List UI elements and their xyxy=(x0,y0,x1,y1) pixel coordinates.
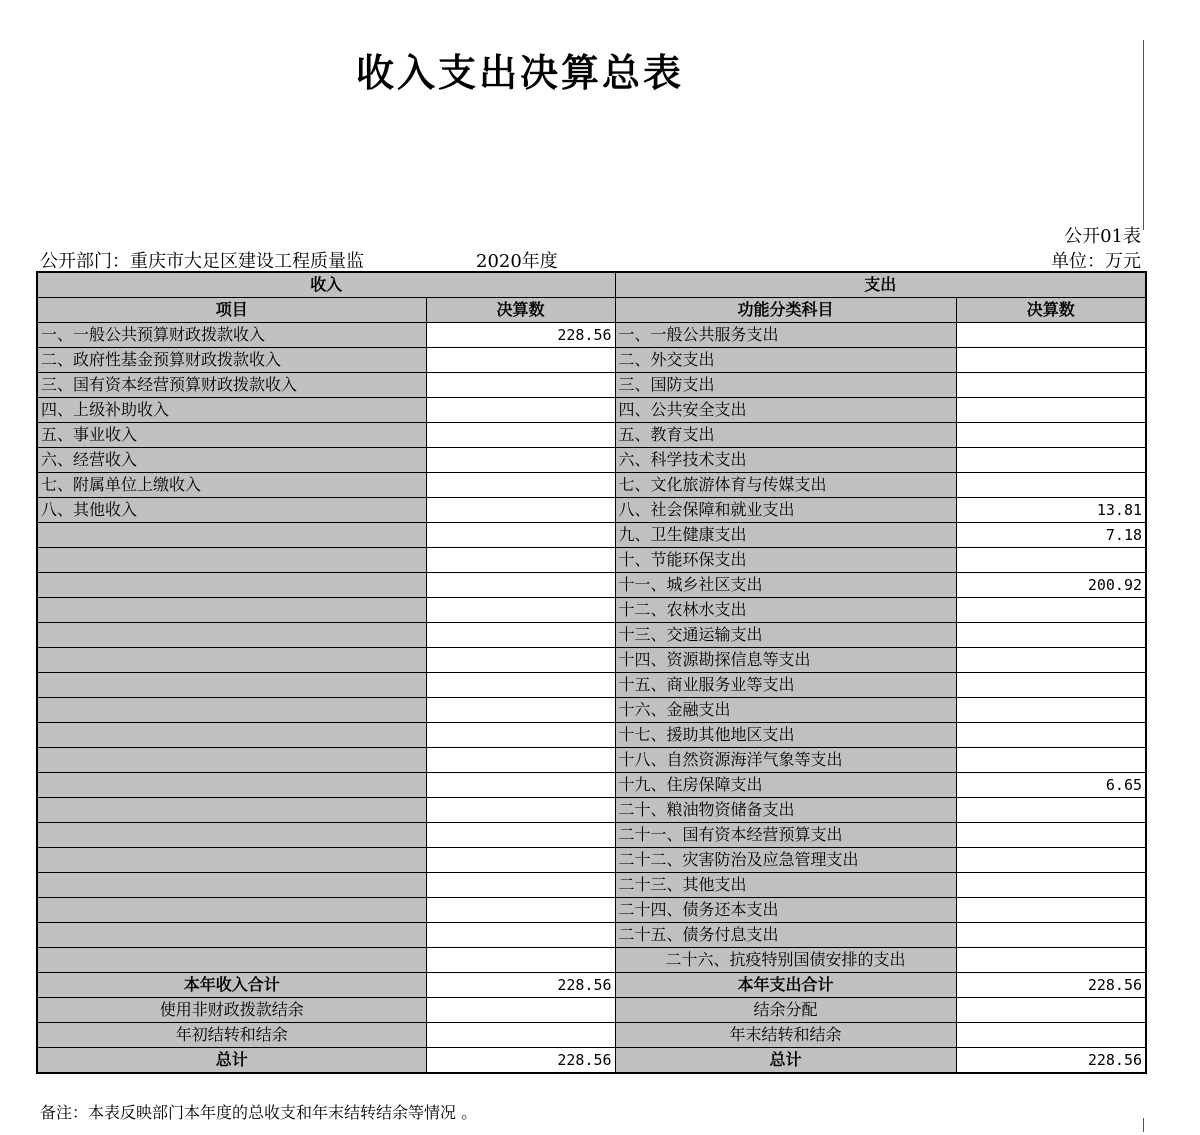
expense-item-cell: 十、节能环保支出 xyxy=(615,548,956,573)
income-item-cell: 六、经营收入 xyxy=(37,448,426,473)
income-value-cell xyxy=(426,823,615,848)
expense-value-cell xyxy=(956,648,1146,673)
income-item-cell xyxy=(37,698,426,723)
income-item-cell xyxy=(37,873,426,898)
department-label: 公开部门：重庆市大足区建设工程质量监 xyxy=(40,251,364,272)
table-row xyxy=(37,348,1146,373)
expense-item-cell: 二十二、灾害防治及应急管理支出 xyxy=(615,848,956,873)
page-border-line xyxy=(1143,40,1144,230)
expense-item-cell: 十二、农林水支出 xyxy=(615,598,956,623)
income-item-cell xyxy=(37,823,426,848)
table-row xyxy=(37,573,1146,598)
expense-summary-label: 总计 xyxy=(615,1048,956,1074)
expense-summary-value: 228.56 xyxy=(956,1048,1146,1074)
table-row xyxy=(37,448,1146,473)
expense-item-cell: 二十六、抗疫特别国债安排的支出 xyxy=(615,948,956,973)
expense-item-cell: 一、一般公共服务支出 xyxy=(615,323,956,348)
income-item-cell xyxy=(37,523,426,548)
table-row xyxy=(37,848,1146,873)
expense-item-cell: 十八、自然资源海洋气象等支出 xyxy=(615,748,956,773)
budget-table xyxy=(36,271,1147,1074)
page-title: 收入支出决算总表 xyxy=(355,51,684,95)
income-summary-label: 总计 xyxy=(37,1048,426,1074)
income-item-cell xyxy=(37,948,426,973)
table-row xyxy=(37,398,1146,423)
table-row xyxy=(37,548,1146,573)
table-row xyxy=(37,523,1146,548)
income-value-cell xyxy=(426,698,615,723)
expense-value-cell xyxy=(956,623,1146,648)
income-item-cell xyxy=(37,573,426,598)
table-row xyxy=(37,948,1146,973)
expense-value-cell xyxy=(956,823,1146,848)
income-value-cell xyxy=(426,348,615,373)
expense-value-cell: 13.81 xyxy=(956,498,1146,523)
income-summary-value xyxy=(426,1023,615,1048)
expense-summary-value: 228.56 xyxy=(956,973,1146,998)
expense-value-cell xyxy=(956,898,1146,923)
expense-item-cell: 二十五、债务付息支出 xyxy=(615,923,956,948)
income-value-cell xyxy=(426,598,615,623)
income-item-cell xyxy=(37,848,426,873)
income-value-cell xyxy=(426,523,615,548)
expense-item-cell: 六、科学技术支出 xyxy=(615,448,956,473)
income-summary-value xyxy=(426,998,615,1023)
expense-item-cell: 二十一、国有资本经营预算支出 xyxy=(615,823,956,848)
expense-item-cell: 五、教育支出 xyxy=(615,423,956,448)
table-row xyxy=(37,923,1146,948)
expense-item-cell: 八、社会保障和就业支出 xyxy=(615,498,956,523)
table-row xyxy=(37,498,1146,523)
table-row xyxy=(37,748,1146,773)
expense-value-cell xyxy=(956,598,1146,623)
income-summary-label: 本年收入合计 xyxy=(37,973,426,998)
expense-item-cell: 十一、城乡社区支出 xyxy=(615,573,956,598)
income-value-cell: 228.56 xyxy=(426,323,615,348)
income-item-cell xyxy=(37,598,426,623)
item-column-header: 项目 xyxy=(37,298,426,323)
income-item-cell xyxy=(37,798,426,823)
income-item-cell: 一、一般公共预算财政拨款收入 xyxy=(37,323,426,348)
income-value-cell xyxy=(426,673,615,698)
expense-item-cell: 十四、资源勘探信息等支出 xyxy=(615,648,956,673)
expense-summary-label: 结余分配 xyxy=(615,998,956,1023)
income-value-cell xyxy=(426,498,615,523)
summary-row xyxy=(37,1023,1146,1048)
expense-summary-label: 年末结转和结余 xyxy=(615,1023,956,1048)
income-summary-label: 使用非财政拨款结余 xyxy=(37,998,426,1023)
page-border-tick xyxy=(1143,1118,1144,1132)
income-value-cell xyxy=(426,448,615,473)
table-row xyxy=(37,698,1146,723)
income-value-cell xyxy=(426,548,615,573)
income-item-cell xyxy=(37,648,426,673)
income-item-cell: 五、事业收入 xyxy=(37,423,426,448)
income-item-cell xyxy=(37,548,426,573)
column-header-row xyxy=(37,298,1146,323)
income-value-cell xyxy=(426,373,615,398)
expense-item-cell: 九、卫生健康支出 xyxy=(615,523,956,548)
expense-value-cell xyxy=(956,673,1146,698)
income-value-cell xyxy=(426,623,615,648)
expense-item-cell: 三、国防支出 xyxy=(615,373,956,398)
expense-value-cell xyxy=(956,748,1146,773)
expense-item-cell: 十三、交通运输支出 xyxy=(615,623,956,648)
summary-row xyxy=(37,973,1146,998)
table-row xyxy=(37,873,1146,898)
table-row xyxy=(37,673,1146,698)
form-number: 公开01表 xyxy=(1064,226,1141,247)
income-value-cell xyxy=(426,573,615,598)
table-row xyxy=(37,423,1146,448)
income-item-cell: 七、附属单位上缴收入 xyxy=(37,473,426,498)
expense-value-cell xyxy=(956,848,1146,873)
expense-item-cell: 十六、金融支出 xyxy=(615,698,956,723)
income-item-cell: 四、上级补助收入 xyxy=(37,398,426,423)
income-item-cell xyxy=(37,623,426,648)
income-summary-value: 228.56 xyxy=(426,973,615,998)
income-value-cell xyxy=(426,748,615,773)
income-item-cell: 三、国有资本经营预算财政拨款收入 xyxy=(37,373,426,398)
income-item-cell xyxy=(37,898,426,923)
income-value-cell xyxy=(426,423,615,448)
expense-item-cell: 二十四、债务还本支出 xyxy=(615,898,956,923)
income-item-cell xyxy=(37,923,426,948)
income-item-cell xyxy=(37,723,426,748)
expense-summary-value xyxy=(956,998,1146,1023)
income-value-cell xyxy=(426,473,615,498)
income-value-cell xyxy=(426,398,615,423)
income-value-cell xyxy=(426,648,615,673)
expense-value-cell xyxy=(956,348,1146,373)
table-row xyxy=(37,598,1146,623)
summary-row xyxy=(37,1048,1146,1074)
table-row xyxy=(37,623,1146,648)
expense-value-cell: 200.92 xyxy=(956,573,1146,598)
expense-value-cell xyxy=(956,723,1146,748)
income-value-cell xyxy=(426,948,615,973)
expense-value-cell xyxy=(956,423,1146,448)
expense-summary-label: 本年支出合计 xyxy=(615,973,956,998)
expense-summary-value xyxy=(956,1023,1146,1048)
income-item-cell xyxy=(37,748,426,773)
footnote: 备注：本表反映部门本年度的总收支和年末结转结余等情况 。 xyxy=(40,1103,478,1122)
category-column-header: 功能分类科目 xyxy=(615,298,956,323)
table-row xyxy=(37,648,1146,673)
table-row xyxy=(37,823,1146,848)
income-value-cell xyxy=(426,798,615,823)
expense-item-cell: 二、外交支出 xyxy=(615,348,956,373)
income-value-cell xyxy=(426,873,615,898)
expense-value-cell xyxy=(956,798,1146,823)
table-row xyxy=(37,798,1146,823)
expense-item-cell: 四、公共安全支出 xyxy=(615,398,956,423)
summary-row xyxy=(37,998,1146,1023)
expense-value-cell xyxy=(956,323,1146,348)
income-summary-label: 年初结转和结余 xyxy=(37,1023,426,1048)
expense-item-cell: 二十三、其他支出 xyxy=(615,873,956,898)
fiscal-year: 2020年度 xyxy=(476,251,558,272)
table-row xyxy=(37,723,1146,748)
table-row xyxy=(37,323,1146,348)
expense-value-cell xyxy=(956,698,1146,723)
table-row xyxy=(37,373,1146,398)
expense-item-cell: 七、文化旅游体育与传媒支出 xyxy=(615,473,956,498)
expense-value-cell xyxy=(956,948,1146,973)
expense-amount-column-header: 决算数 xyxy=(956,298,1146,323)
income-value-cell xyxy=(426,898,615,923)
expense-item-cell: 二十、粮油物资储备支出 xyxy=(615,798,956,823)
budget-table-body xyxy=(37,272,1146,1073)
expense-value-cell xyxy=(956,448,1146,473)
section-header-row xyxy=(37,272,1146,298)
income-value-cell xyxy=(426,773,615,798)
income-item-cell: 八、其他收入 xyxy=(37,498,426,523)
unit-label: 单位：万元 xyxy=(1051,251,1141,272)
expense-value-cell xyxy=(956,473,1146,498)
income-amount-column-header: 决算数 xyxy=(426,298,615,323)
expense-value-cell: 6.65 xyxy=(956,773,1146,798)
expense-value-cell xyxy=(956,873,1146,898)
table-row xyxy=(37,773,1146,798)
income-value-cell xyxy=(426,723,615,748)
expense-value-cell xyxy=(956,373,1146,398)
income-value-cell xyxy=(426,923,615,948)
expense-item-cell: 十七、援助其他地区支出 xyxy=(615,723,956,748)
expense-value-cell xyxy=(956,548,1146,573)
income-item-cell: 二、政府性基金预算财政拨款收入 xyxy=(37,348,426,373)
income-value-cell xyxy=(426,848,615,873)
expense-item-cell: 十九、住房保障支出 xyxy=(615,773,956,798)
table-row xyxy=(37,473,1146,498)
income-item-cell xyxy=(37,773,426,798)
income-item-cell xyxy=(37,673,426,698)
income-header: 收入 xyxy=(37,272,615,298)
expense-item-cell: 十五、商业服务业等支出 xyxy=(615,673,956,698)
expense-value-cell: 7.18 xyxy=(956,523,1146,548)
income-summary-value: 228.56 xyxy=(426,1048,615,1074)
expense-header: 支出 xyxy=(615,272,1146,298)
table-row xyxy=(37,898,1146,923)
expense-value-cell xyxy=(956,398,1146,423)
expense-value-cell xyxy=(956,923,1146,948)
